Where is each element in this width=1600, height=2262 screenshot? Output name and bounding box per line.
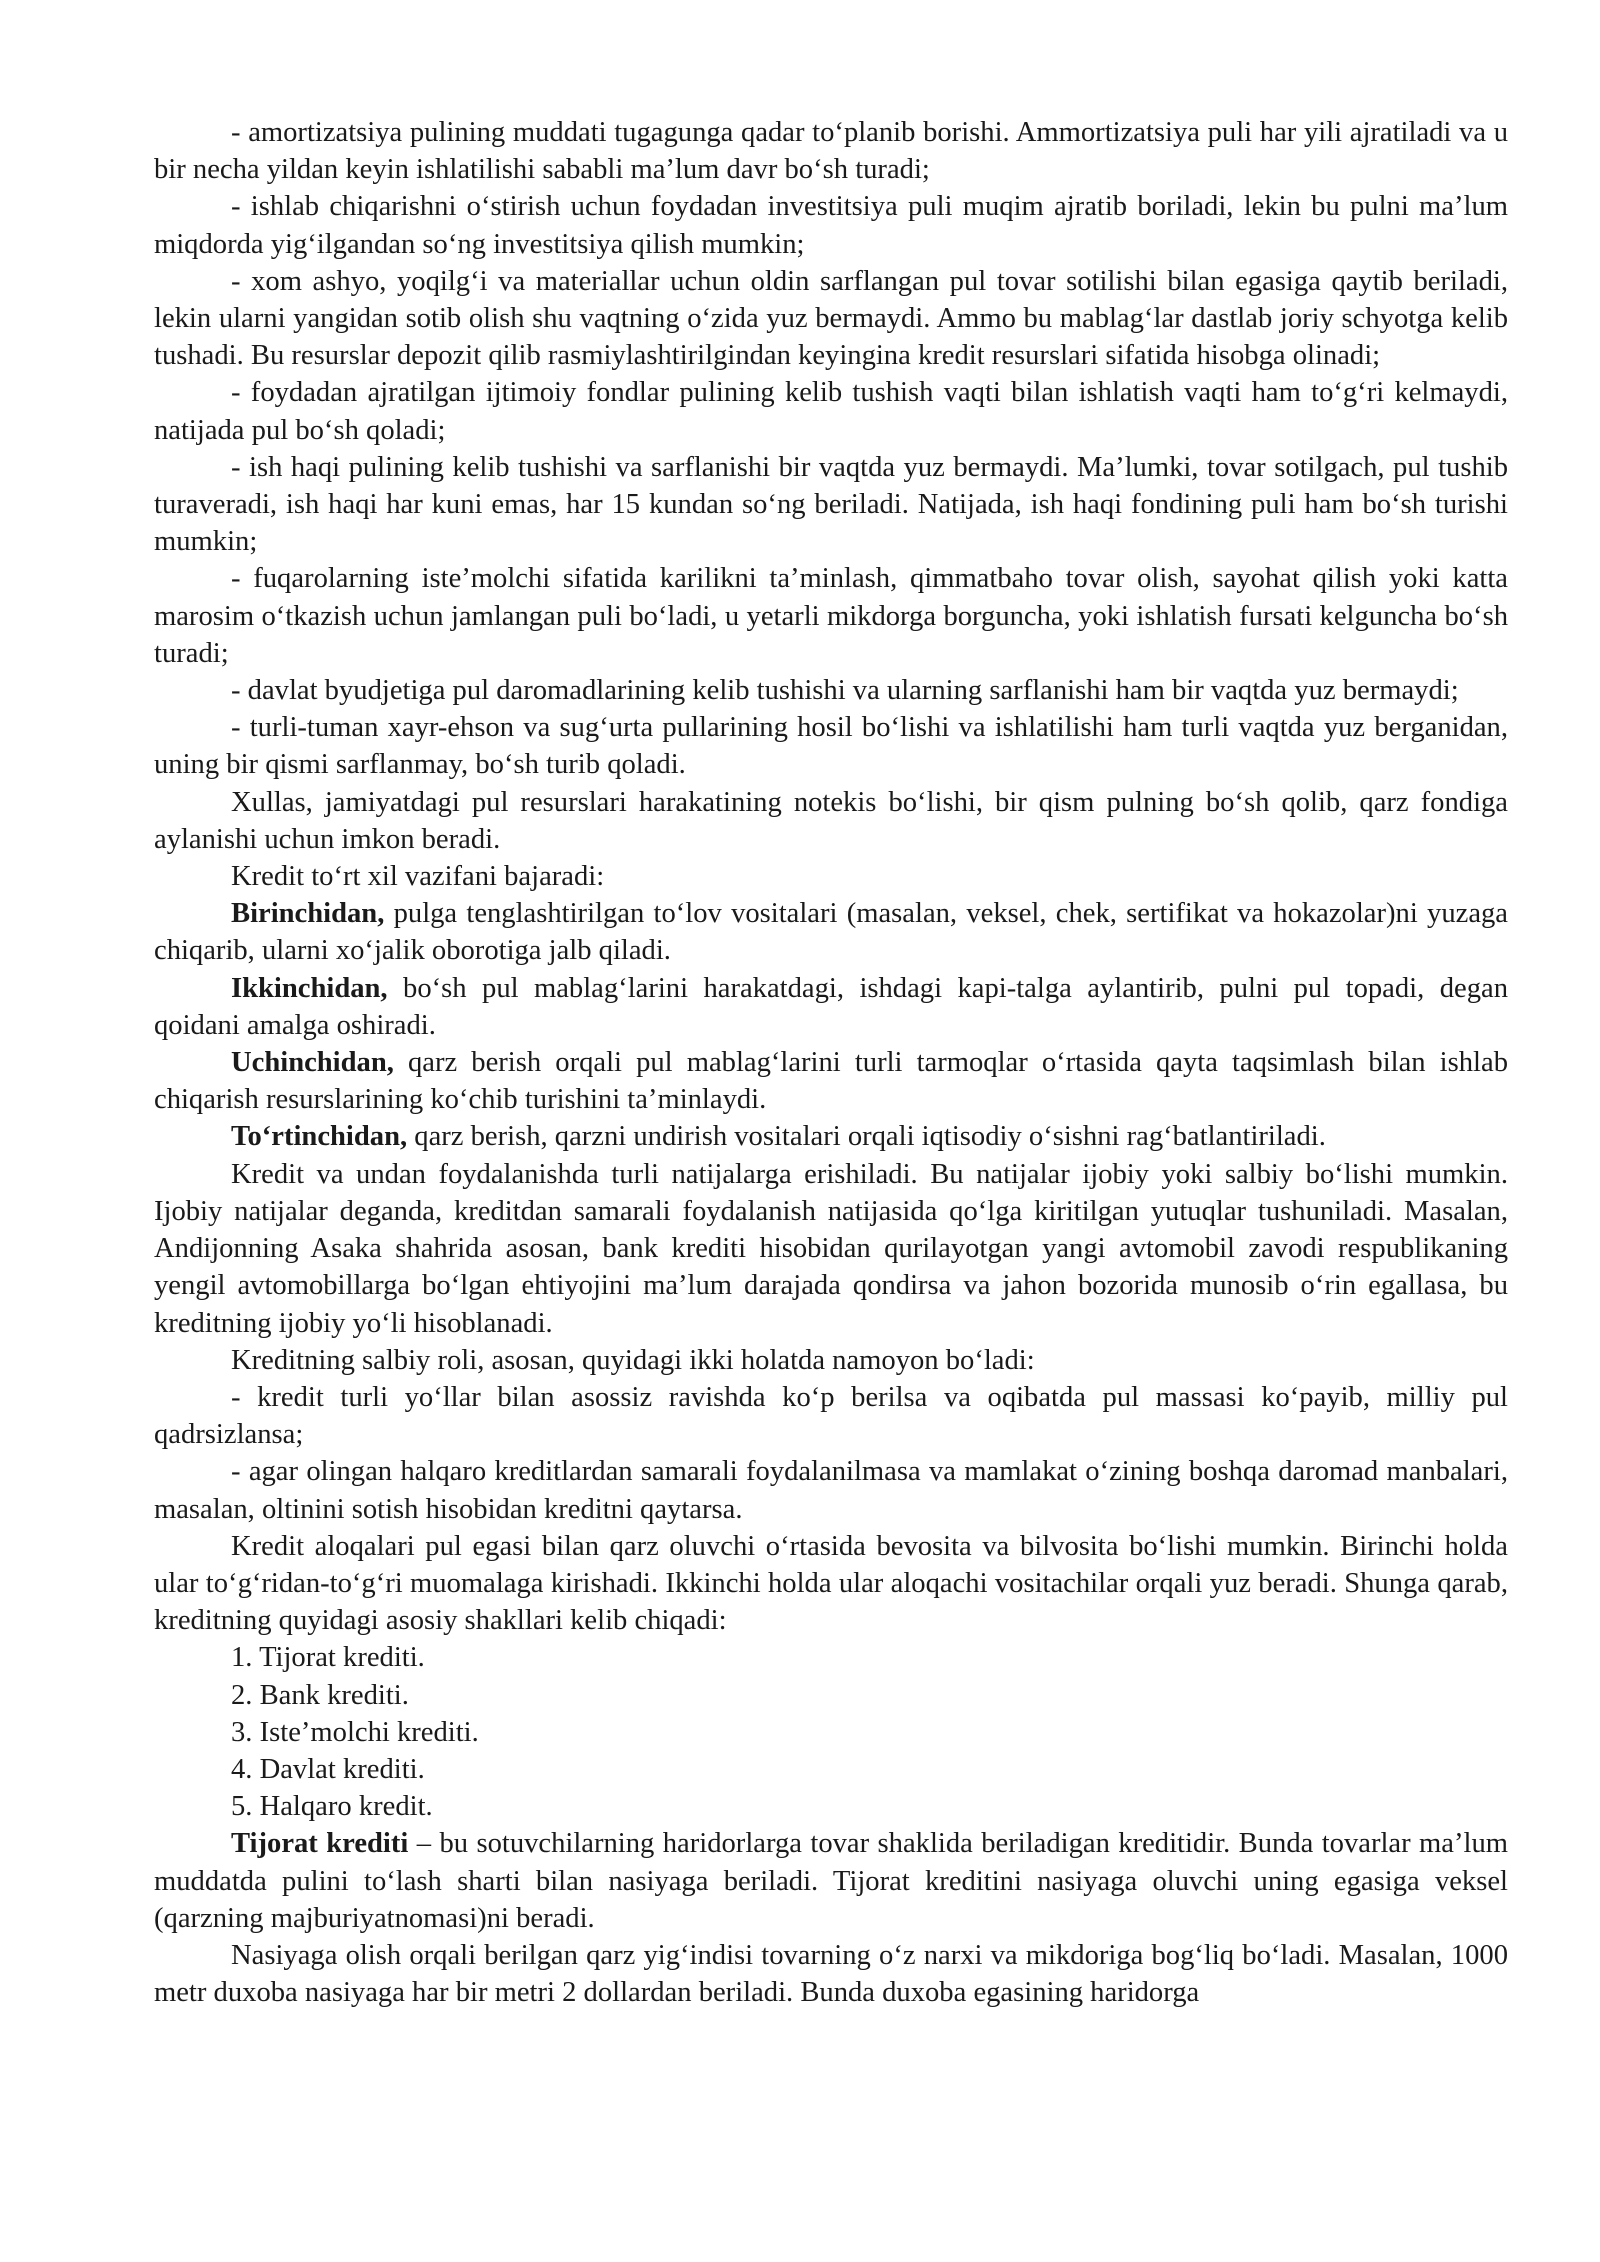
list-item: 2. Bank krediti. [231,1679,409,1711]
paragraph-10: Kredit to‘rt xil vazifani bajaradi: [231,861,605,893]
paragraph-final: Nasiyaga olish orqali berilgan qarz yig‘indisi tovarning o‘z narxi va mikdoriga bog‘liq bo‘ladi. Masalan, 1000 metr duxoba nasiyaga har bir metri 2 dollardan beriladi. Bunda duxoba egasining haridorga [154,1939,1508,2009]
paragraph-12: Ikkinchidan, bo‘sh pul mablag‘larini harakatdagi, ishdagi kapi-talga aylantirib, pulni pul topadi, degan qoidani amalga oshiradi. [154,972,1508,1041]
paragraph-11: Birinchidan, pulga tenglashtirilgan to‘lov vositalari (masalan, veksel, chek, sertifikat va hokazolar)ni yuzaga chiqarib, ularni xo‘jalik oborotiga jalb qiladi. [154,898,1508,967]
credit-forms-list [154,1639,1508,1825]
paragraph-14: To‘rtinchidan, qarz berish, qarzni undirish vositalari orqali iqtisodiy o‘sishni rag‘batlantiriladi. [231,1121,1326,1153]
paragraph-9: Xullas, jamiyatdagi pul resurslari harakatining notekis bo‘lishi, bir qism pulning bo‘sh qolib, qarz fondiga aylanishi uchun imkon beradi. [154,786,1508,855]
list-item: 3. Iste’molchi krediti. [231,1716,479,1748]
paragraph-18: - agar olingan halqaro kreditlardan samarali foydalanilmasa va mamlakat o‘zining boshqa daromad manbalari, masalan, oltinini sotish hisobidan kreditni qaytarsa. [154,1456,1508,1525]
paragraph-17: - kredit turli yo‘llar bilan asossiz ravishda ko‘p berilsa va oqibatda pul massasi ko‘payib, milliy pul qadrsizlansa; [154,1381,1508,1451]
paragraph-5: - ish haqi pulining kelib tushishi va sarflanishi bir vaqtda yuz bermaydi. Ma’lumki, tovar sotilgach, pul tushib turaveradi, ish haqi har kuni emas, har 15 kundan so‘ng beriladi. Natijada, ish haqi fondining puli ham bo‘sh turishi mumkin; [154,451,1508,558]
paragraph-15: Kredit va undan foydalanishda turli natijalarga erishiladi. Bu natijalar ijobiy yoki salbiy bo‘lishi mumkin. Ijobiy natijalar deganda, kreditdan samarali foydalanish natijasida qo‘lga kiritilgan yutuqlar tushuniladi. Masalan, Andijonning Asaka shahrida asosan, bank krediti hisobidan qurilayotgan yangi avtomobil zavodi respublikaning yengil avtomobillarga bo‘lgan ehtiyojini ma’lum darajada qondirsa va jahon bozorida munosib o‘rin egallasa, bu kreditning ijobiy yo‘li hisoblanadi. [154,1158,1508,1339]
paragraph-7: - davlat byudjetiga pul daromadlarining kelib tushishi va ularning sarflanishi ham bir vaqtda yuz bermaydi; [231,675,1459,707]
paragraph-commercial-credit: Tijorat krediti – bu sotuvchilarning haridorlarga tovar shaklida beriladigan kreditidir. Bunda tovarlar ma’lum muddatda pulini to‘lash sharti bilan nasiyaga beriladi. Tijorat kreditini nasiyaga oluvchi uning egasiga veksel (qarzning majburiyatnomasi)ni beradi. [154,1828,1508,1934]
paragraph-lead: To‘rtinchidan, [231,1121,408,1153]
paragraph-1: - amortizatsiya pulining muddati tugagunga qadar to‘planib borishi. Ammortizatsiya puli har yili ajratiladi va u bir necha yildan keyin ishlatilishi sababli ma’lum davr bo‘sh turadi; [154,117,1508,186]
paragraph-16: Kreditning salbiy roli, asosan, quyidagi ikki holatda namoyon bo‘ladi: [231,1344,1035,1376]
paragraph-13: Uchinchidan, qarz berish orqali pul mablag‘larini turli tarmoqlar o‘rtasida qayta taqsimlash bilan ishlab chiqarish resurslarining ko‘chib turishini ta’minlaydi. [154,1047,1508,1116]
paragraph-3: - xom ashyo, yoqilg‘i va materiallar uchun oldin sarflangan pul tovar sotilishi bilan egasiga qaytib beriladi, lekin ularni yangidan sotib olish shu vaqtning o‘zida yuz bermaydi. Ammo bu mablag‘lar dastlab joriy schyotga kelib tushadi. Bu resurslar depozit qilib rasmiylashtirilgindan keyingina kredit resurslari sifatida hisobga olinadi; [154,265,1508,372]
list-item: 5. Halqaro kredit. [231,1791,433,1823]
paragraph-19: Kredit aloqalari pul egasi bilan qarz oluvchi o‘rtasida bevosita va bilvosita bo‘lishi mumkin. Birinchi holda ular to‘g‘ridan-to‘g‘ri muomalaga kirishadi. Ikkinchi holda ular aloqachi vositachilar orqali yuz beradi. Shunga qarab, kreditning quyidagi asosiy shakllari kelib chiqadi: [154,1530,1508,1637]
paragraph-4: - foydadan ajratilgan ijtimoiy fondlar pulining kelib tushish vaqti bilan ishlatish vaqti ham to‘g‘ri kelmaydi, natijada pul bo‘sh qoladi; [154,377,1508,446]
document-page [154,114,1508,2011]
list-item: 1. Tijorat krediti. [231,1642,425,1674]
paragraph-8: - turli-tuman xayr-ehson va sug‘urta pullarining hosil bo‘lishi va ishlatilishi ham turli vaqtda yuz berganidan, uning bir qismi sarflanmay, bo‘sh turib qoladi. [154,712,1508,781]
paragraph-lead: Ikkinchidan, [231,972,388,1004]
paragraph-lead: Birinchidan, [231,898,385,930]
paragraph-lead: Tijorat krediti [231,1828,409,1860]
paragraph-2: - ishlab chiqarishni o‘stirish uchun foydadan investitsiya puli muqim ajratib boriladi, lekin bu pulni ma’lum miqdorda yig‘ilgandan so‘ng investitsiya qilish mumkin; [154,191,1508,260]
paragraph-lead: Uchinchidan, [231,1047,394,1079]
paragraph-6: - fuqarolarning iste’molchi sifatida karilikni ta’minlash, qimmatbaho tovar olish, sayohat qilish yoki katta marosim o‘tkazish uchun jamlangan puli bo‘ladi, u yetarli mikdorga borguncha, yoki ishlatish fursati kelguncha bo‘sh turadi; [154,563,1508,669]
list-item: 4. Davlat krediti. [231,1753,425,1785]
